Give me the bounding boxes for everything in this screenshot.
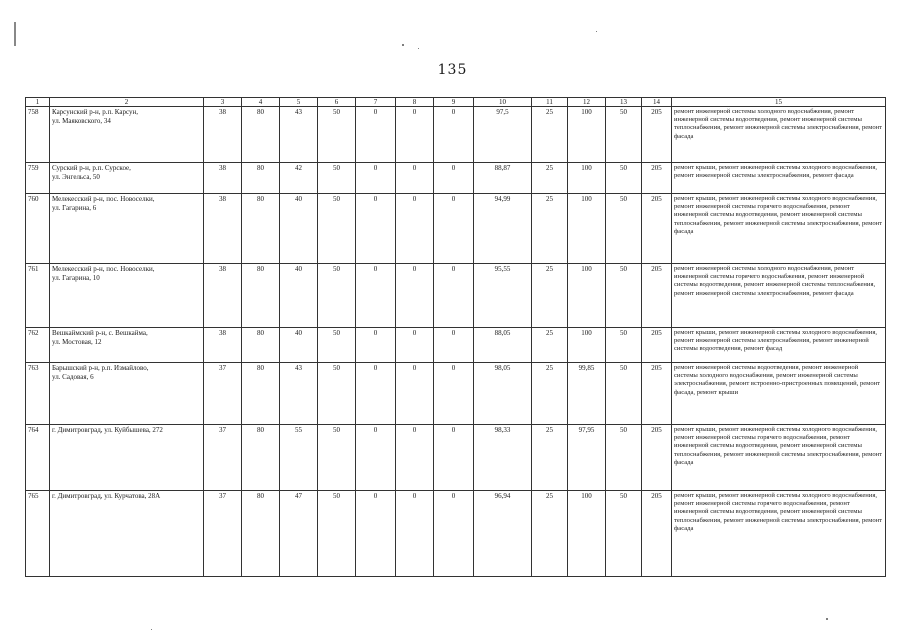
address-line-1: Барышский р-н, р.п. Измайлово, bbox=[52, 364, 149, 372]
value-cell-c10: 94,99 bbox=[474, 194, 532, 264]
value-cell-c6: 50 bbox=[318, 264, 356, 328]
value-cell-c3: 38 bbox=[204, 264, 242, 328]
value-cell-c5: 40 bbox=[280, 264, 318, 328]
works-description: ремонт крыши, ремонт инженерной системы холодного водоснабжения, ремонт инженерной системы горячего водоснабжения, ремонт инженерной системы водоотведения, ремонт инженерной системы теплоснабжения, ремонт инженерной системы электроснабжения, ремонт фасада bbox=[672, 194, 886, 264]
header-cell: 14 bbox=[642, 98, 672, 107]
value-cell-c12: 100 bbox=[568, 328, 606, 363]
row-number: 759 bbox=[26, 163, 50, 194]
address-cell bbox=[50, 264, 204, 328]
value-cell-c3: 38 bbox=[204, 107, 242, 163]
scan-speck bbox=[402, 44, 404, 46]
value-cell-c6: 50 bbox=[318, 107, 356, 163]
value-cell-c8: 0 bbox=[396, 107, 434, 163]
address-line-1: Мелекесский р-н, пос. Новоселки, bbox=[52, 265, 155, 273]
value-cell-c4: 80 bbox=[242, 491, 280, 577]
value-cell-c14: 205 bbox=[642, 194, 672, 264]
value-cell-c5: 43 bbox=[280, 107, 318, 163]
header-cell: 8 bbox=[396, 98, 434, 107]
row-number: 758 bbox=[26, 107, 50, 163]
value-cell-c9: 0 bbox=[434, 264, 474, 328]
value-cell-c5: 40 bbox=[280, 194, 318, 264]
address-line-1: г. Димитровград, ул. Курчатова, 28А bbox=[52, 492, 161, 500]
scan-speck bbox=[151, 629, 152, 630]
value-cell-c9: 0 bbox=[434, 163, 474, 194]
works-description: ремонт инженерной системы холодного водоснабжения, ремонт инженерной системы горячего водоснабжения, ремонт инженерной системы водоотведения, ремонт инженерной системы теплоснабжения, ремонт инженерной системы электроснабжения, ремонт фасада bbox=[672, 264, 886, 328]
works-description: ремонт крыши, ремонт инженерной системы холодного водоснабжения, ремонт инженерной системы горячего водоснабжения, ремонт инженерной системы водоотведения, ремонт инженерной системы теплоснабжения, ремонт инженерной системы электроснабжения, ремонт фасада bbox=[672, 491, 886, 577]
header-cell: 11 bbox=[532, 98, 568, 107]
works-description: ремонт крыши, ремонт инженерной системы холодного водоснабжения, ремонт инженерной системы электроснабжения, ремонт фасада bbox=[672, 163, 886, 194]
value-cell-c8: 0 bbox=[396, 425, 434, 491]
value-cell-c8: 0 bbox=[396, 163, 434, 194]
value-cell-c12: 100 bbox=[568, 491, 606, 577]
value-cell-c11: 25 bbox=[532, 264, 568, 328]
value-cell-c3: 37 bbox=[204, 425, 242, 491]
value-cell-c8: 0 bbox=[396, 194, 434, 264]
value-cell-c9: 0 bbox=[434, 363, 474, 425]
value-cell-c8: 0 bbox=[396, 363, 434, 425]
scan-speck bbox=[596, 31, 597, 32]
row-number: 762 bbox=[26, 328, 50, 363]
header-cell: 15 bbox=[672, 98, 886, 107]
value-cell-c3: 37 bbox=[204, 363, 242, 425]
header-cell: 4 bbox=[242, 98, 280, 107]
address-line-1: г. Димитровград, ул. Куйбышева, 272 bbox=[52, 426, 163, 434]
value-cell-c8: 0 bbox=[396, 264, 434, 328]
value-cell-c9: 0 bbox=[434, 194, 474, 264]
value-cell-c7: 0 bbox=[356, 363, 396, 425]
value-cell-c14: 205 bbox=[642, 163, 672, 194]
value-cell-c13: 50 bbox=[606, 194, 642, 264]
value-cell-c12: 99,85 bbox=[568, 363, 606, 425]
row-number: 763 bbox=[26, 363, 50, 425]
header-cell: 3 bbox=[204, 98, 242, 107]
value-cell-c11: 25 bbox=[532, 163, 568, 194]
value-cell-c3: 38 bbox=[204, 163, 242, 194]
header-cell: 7 bbox=[356, 98, 396, 107]
address-cell bbox=[50, 194, 204, 264]
value-cell-c4: 80 bbox=[242, 363, 280, 425]
value-cell-c7: 0 bbox=[356, 264, 396, 328]
value-cell-c4: 80 bbox=[242, 163, 280, 194]
address-line-1: Вешкаймский р-н, с. Вешкайма, bbox=[52, 329, 148, 337]
address-cell bbox=[50, 328, 204, 363]
value-cell-c7: 0 bbox=[356, 425, 396, 491]
header-cell: 1 bbox=[26, 98, 50, 107]
value-cell-c6: 50 bbox=[318, 328, 356, 363]
value-cell-c6: 50 bbox=[318, 163, 356, 194]
table-header-row bbox=[26, 98, 886, 107]
table-row bbox=[26, 491, 886, 577]
value-cell-c14: 205 bbox=[642, 328, 672, 363]
value-cell-c12: 100 bbox=[568, 264, 606, 328]
value-cell-c13: 50 bbox=[606, 491, 642, 577]
address-line-2: ул. Маяковского, 34 bbox=[52, 116, 111, 125]
header-cell: 10 bbox=[474, 98, 532, 107]
value-cell-c4: 80 bbox=[242, 328, 280, 363]
value-cell-c4: 80 bbox=[242, 194, 280, 264]
works-description: ремонт инженерной системы холодного водоснабжения, ремонт инженерной системы водоотведения, ремонт инженерной системы теплоснабжения, ремонт инженерной системы электроснабжения, ремонт фасада bbox=[672, 107, 886, 163]
address-line-2: ул. Садовая, 6 bbox=[52, 372, 94, 381]
address-line-2: ул. Мостовая, 12 bbox=[52, 337, 102, 346]
address-cell bbox=[50, 163, 204, 194]
table-row bbox=[26, 107, 886, 163]
header-cell: 2 bbox=[50, 98, 204, 107]
value-cell-c14: 205 bbox=[642, 107, 672, 163]
value-cell-c3: 37 bbox=[204, 491, 242, 577]
row-number: 765 bbox=[26, 491, 50, 577]
value-cell-c13: 50 bbox=[606, 163, 642, 194]
value-cell-c11: 25 bbox=[532, 425, 568, 491]
value-cell-c13: 50 bbox=[606, 107, 642, 163]
value-cell-c13: 50 bbox=[606, 363, 642, 425]
address-line-1: Сурский р-н, р.п. Сурское, bbox=[52, 164, 131, 172]
works-description: ремонт инженерной системы водоотведения, ремонт инженерной системы холодного водоснабжения, ремонт инженерной системы электроснабжения, ремонт встроенно-пристроенных помещений, ремонт фасада, ремонт крыши bbox=[672, 363, 886, 425]
value-cell-c4: 80 bbox=[242, 425, 280, 491]
value-cell-c10: 98,05 bbox=[474, 363, 532, 425]
page-number: 135 bbox=[437, 62, 468, 78]
value-cell-c10: 97,5 bbox=[474, 107, 532, 163]
value-cell-c8: 0 bbox=[396, 328, 434, 363]
value-cell-c11: 25 bbox=[532, 328, 568, 363]
value-cell-c8: 0 bbox=[396, 491, 434, 577]
value-cell-c12: 100 bbox=[568, 107, 606, 163]
value-cell-c6: 50 bbox=[318, 363, 356, 425]
value-cell-c14: 205 bbox=[642, 363, 672, 425]
scan-speck bbox=[14, 22, 16, 46]
value-cell-c7: 0 bbox=[356, 194, 396, 264]
table-row bbox=[26, 264, 886, 328]
table-row bbox=[26, 194, 886, 264]
value-cell-c7: 0 bbox=[356, 107, 396, 163]
table-row bbox=[26, 363, 886, 425]
works-description: ремонт крыши, ремонт инженерной системы холодного водоснабжения, ремонт инженерной системы электроснабжения, ремонт инженерной системы водоотведения, ремонт фасад bbox=[672, 328, 886, 363]
row-number: 760 bbox=[26, 194, 50, 264]
value-cell-c5: 40 bbox=[280, 328, 318, 363]
address-line-2: ул. Энгельса, 50 bbox=[52, 172, 100, 181]
header-cell: 13 bbox=[606, 98, 642, 107]
value-cell-c13: 50 bbox=[606, 264, 642, 328]
value-cell-c7: 0 bbox=[356, 163, 396, 194]
value-cell-c3: 38 bbox=[204, 328, 242, 363]
value-cell-c11: 25 bbox=[532, 491, 568, 577]
value-cell-c14: 205 bbox=[642, 491, 672, 577]
value-cell-c10: 98,33 bbox=[474, 425, 532, 491]
value-cell-c10: 88,87 bbox=[474, 163, 532, 194]
value-cell-c10: 96,94 bbox=[474, 491, 532, 577]
value-cell-c14: 205 bbox=[642, 425, 672, 491]
header-cell: 12 bbox=[568, 98, 606, 107]
address-cell bbox=[50, 107, 204, 163]
address-cell bbox=[50, 363, 204, 425]
repair-table bbox=[25, 97, 886, 577]
value-cell-c11: 25 bbox=[532, 194, 568, 264]
table-row bbox=[26, 163, 886, 194]
value-cell-c10: 88,05 bbox=[474, 328, 532, 363]
value-cell-c6: 50 bbox=[318, 491, 356, 577]
value-cell-c9: 0 bbox=[434, 328, 474, 363]
value-cell-c11: 25 bbox=[532, 107, 568, 163]
value-cell-c12: 97,95 bbox=[568, 425, 606, 491]
value-cell-c4: 80 bbox=[242, 107, 280, 163]
value-cell-c13: 50 bbox=[606, 425, 642, 491]
table-row bbox=[26, 425, 886, 491]
address-line-1: Мелекесский р-н, пос. Новоселки, bbox=[52, 195, 155, 203]
value-cell-c5: 43 bbox=[280, 363, 318, 425]
address-line-2: ул. Гагарина, 6 bbox=[52, 203, 97, 212]
value-cell-c6: 50 bbox=[318, 194, 356, 264]
value-cell-c12: 100 bbox=[568, 194, 606, 264]
value-cell-c12: 100 bbox=[568, 163, 606, 194]
header-cell: 9 bbox=[434, 98, 474, 107]
scan-speck bbox=[418, 48, 419, 49]
value-cell-c5: 47 bbox=[280, 491, 318, 577]
scan-speck bbox=[826, 618, 828, 620]
value-cell-c7: 0 bbox=[356, 491, 396, 577]
table-row bbox=[26, 328, 886, 363]
address-cell bbox=[50, 425, 204, 491]
address-line-2: ул. Гагарина, 10 bbox=[52, 273, 100, 282]
value-cell-c9: 0 bbox=[434, 107, 474, 163]
value-cell-c5: 42 bbox=[280, 163, 318, 194]
value-cell-c3: 38 bbox=[204, 194, 242, 264]
row-number: 761 bbox=[26, 264, 50, 328]
value-cell-c6: 50 bbox=[318, 425, 356, 491]
header-cell: 5 bbox=[280, 98, 318, 107]
value-cell-c9: 0 bbox=[434, 491, 474, 577]
value-cell-c9: 0 bbox=[434, 425, 474, 491]
row-number: 764 bbox=[26, 425, 50, 491]
value-cell-c7: 0 bbox=[356, 328, 396, 363]
value-cell-c11: 25 bbox=[532, 363, 568, 425]
works-description: ремонт крыши, ремонт инженерной системы холодного водоснабжения, ремонт инженерной системы горячего водоснабжения, ремонт инженерной системы водоотведения, ремонт инженерной системы теплоснабжения, ремонт инженерной системы электроснабжения, ремонт фасада bbox=[672, 425, 886, 491]
header-cell: 6 bbox=[318, 98, 356, 107]
address-line-1: Карсунский р-н, р.п. Карсун, bbox=[52, 108, 138, 116]
value-cell-c10: 95,55 bbox=[474, 264, 532, 328]
address-cell bbox=[50, 491, 204, 577]
value-cell-c5: 55 bbox=[280, 425, 318, 491]
value-cell-c13: 50 bbox=[606, 328, 642, 363]
value-cell-c14: 205 bbox=[642, 264, 672, 328]
value-cell-c4: 80 bbox=[242, 264, 280, 328]
